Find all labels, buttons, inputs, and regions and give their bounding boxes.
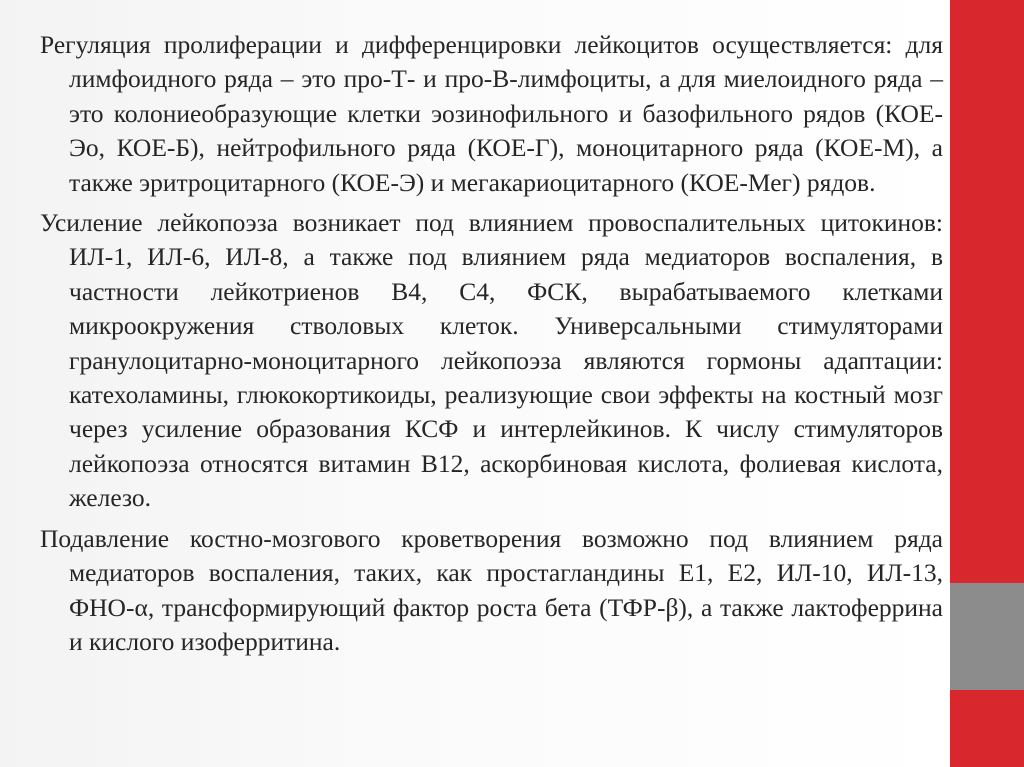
paragraph-suppression: Подавление костно-мозгового кроветворения возможно под влиянием ряда медиаторов воспаления, таких, как простагландины Е1, Е2, ИЛ-10, ИЛ-13, ФНО-α, трансформирующий фактор роста бета (ТФР-β), а также лактоферрина и кислого изоферритина. [40,523,943,656]
paragraph-regulation: Регуляция пролиферации и дифференцировки лейкоцитов осуществляется: для лимфоидного ряда – это про-Т- и про-В-лимфоциты, а для миелоидного ряда – это колониеобразующие клетки эозинофильного и базофильного рядов (КОЕ-Эо, КОЕ-Б), нейтрофильного ряда (КОЕ-Г), моноцитарного ряда (КОЕ-М), а также эритроцитарного (КОЕ-Э) и мегакариоцитарного (КОЕ-Мег) рядов. [40,30,943,197]
slide-body-text [40,28,943,665]
paragraph-stimulation: Усиление лейкопоэза возникает под влиянием провоспалительных цитокинов: ИЛ-1, ИЛ-6, ИЛ-8, а также под влиянием ряда медиаторов воспаления, в частности лейкотриенов В4, С4, ФСК, вырабатываемого клетками микроокружения стволовых клеток. Универсальными стимуляторами гранулоцитарно-моноцитарного лейкопоэза являются гормоны адаптации: катехоламины, глюкокортикоиды, реализующие свои эффекты на костный мозг через усиление образования КСФ и интерлейкинов. К числу стимуляторов лейкопоэза относятся витамин В12, аскорбиновая кислота, фолиевая кислота, железо. [40,208,943,513]
side-accent-bar-red-top [950,0,1024,583]
side-accent-bar-red-bottom [950,690,1024,767]
side-accent-bar-gray [950,583,1024,690]
